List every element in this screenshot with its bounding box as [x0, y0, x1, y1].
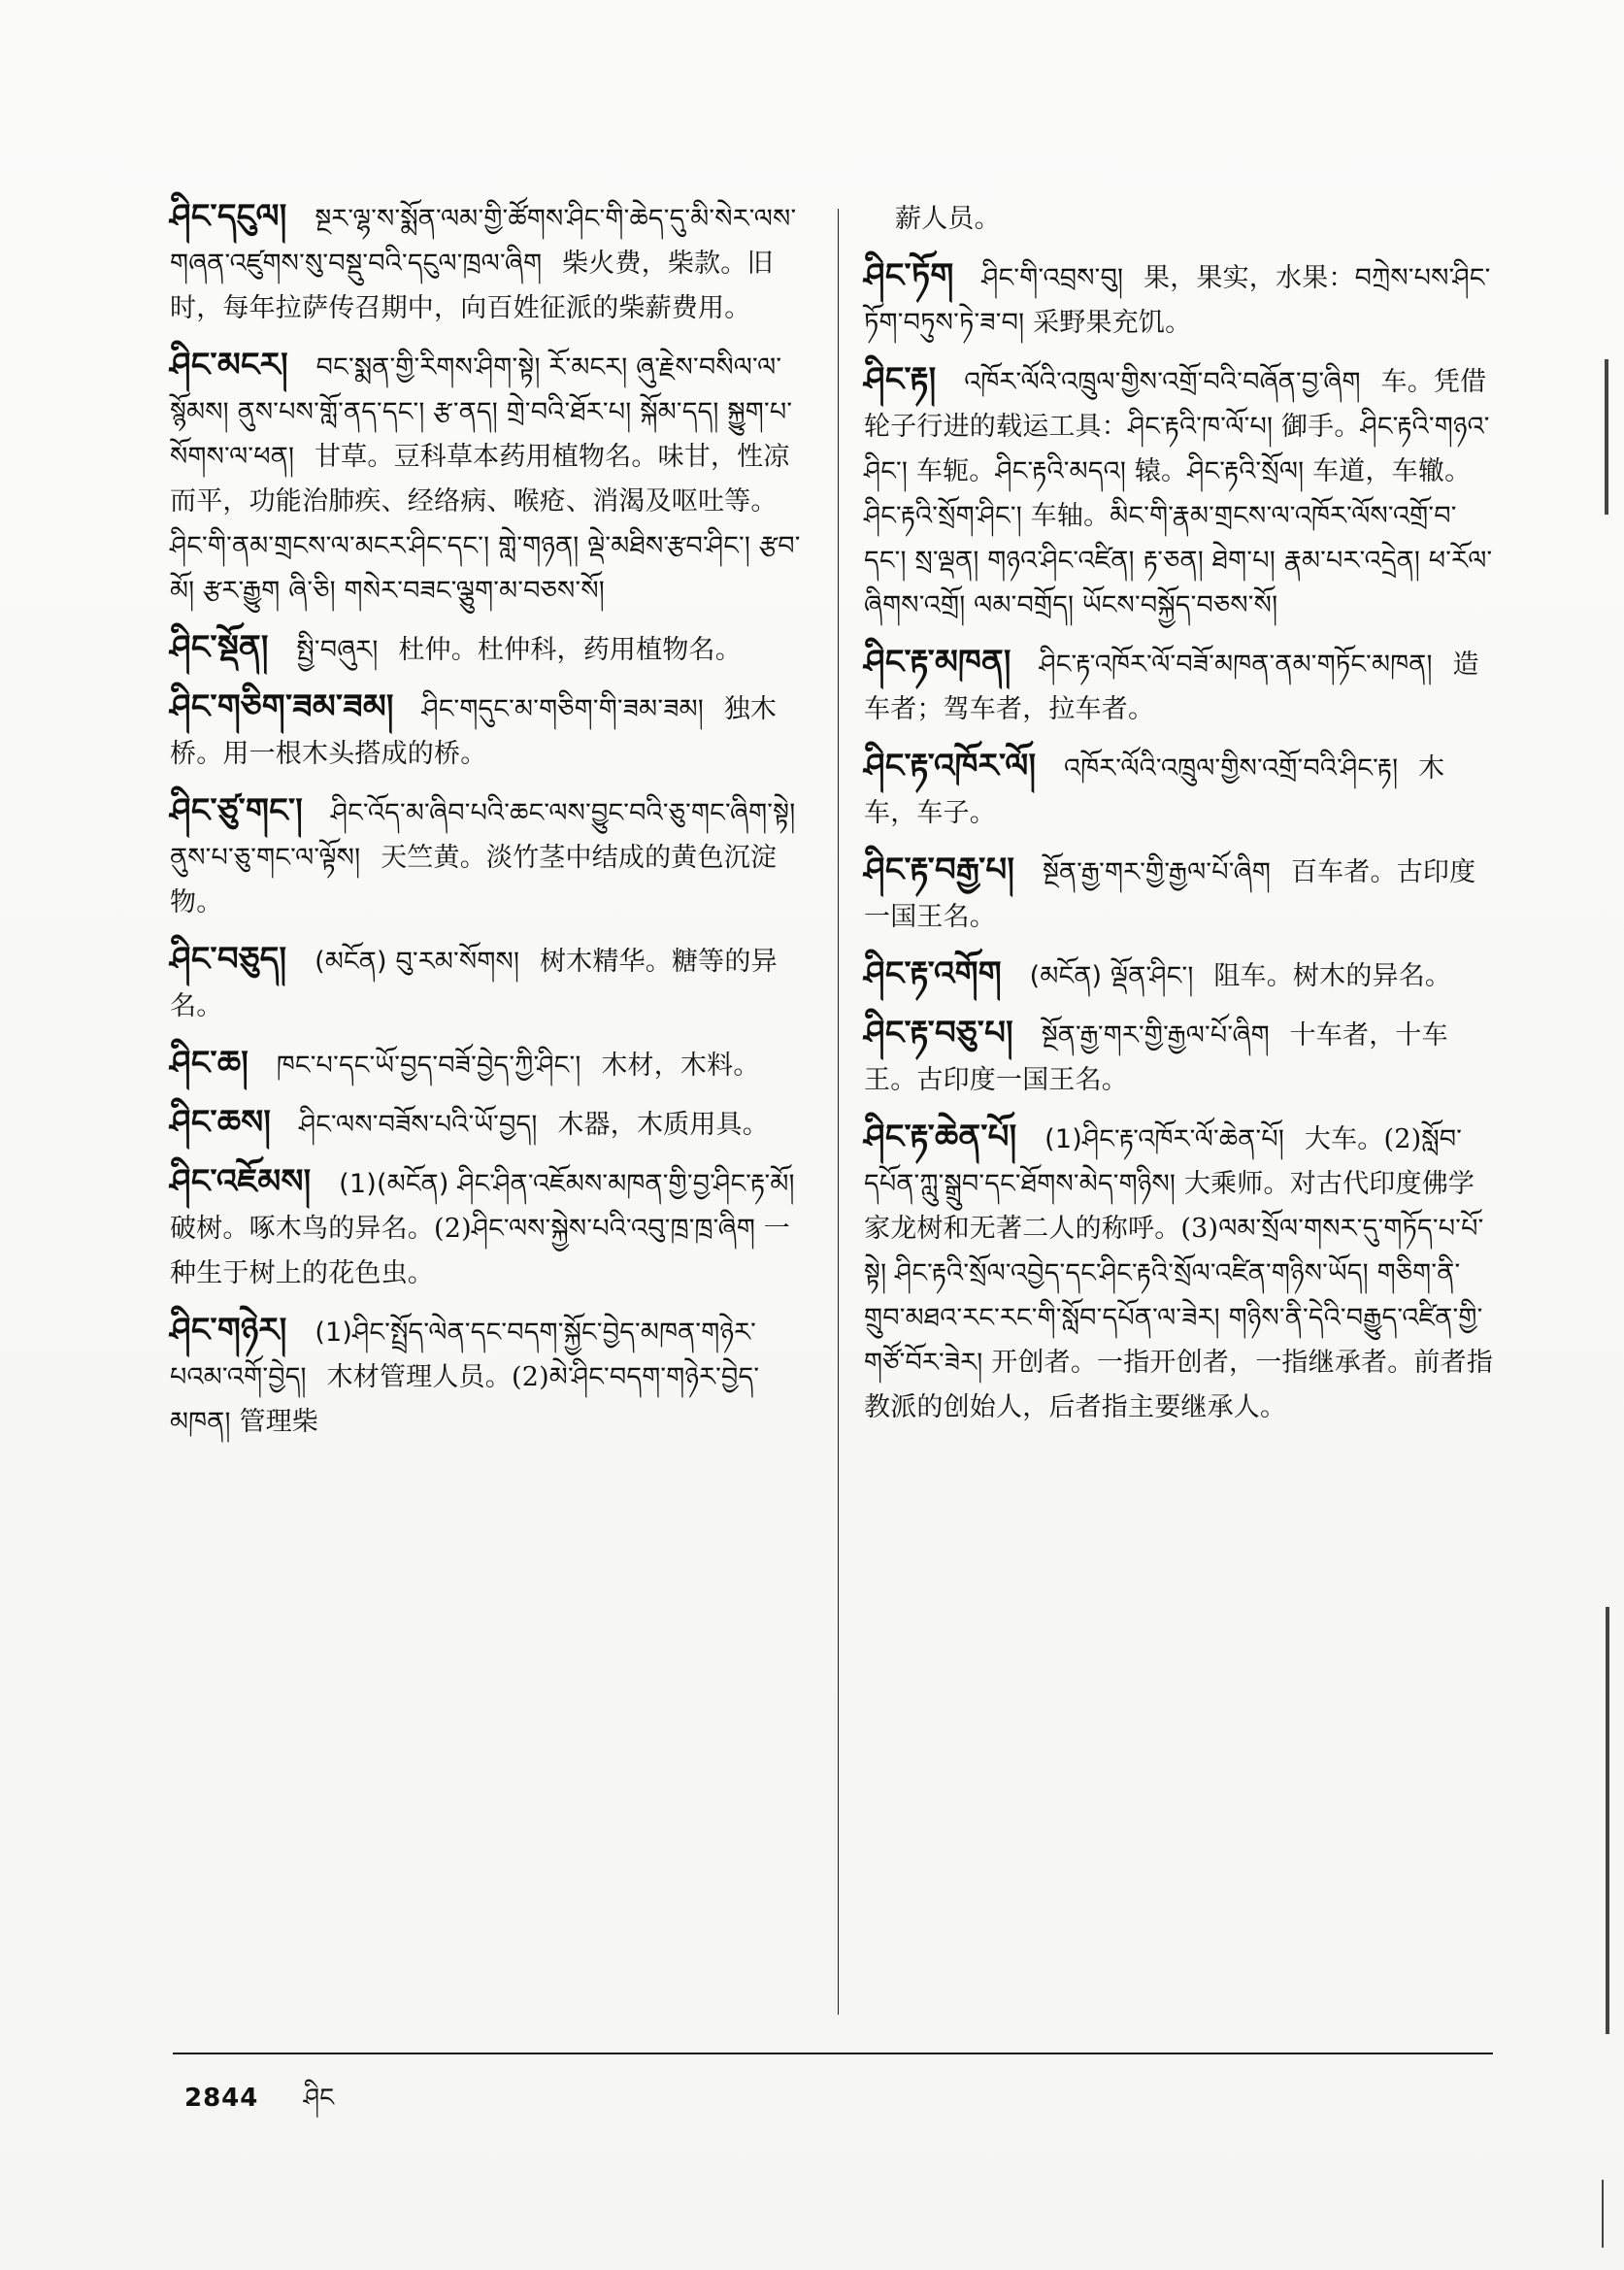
dictionary-entry: [864, 640, 1495, 732]
dictionary-entry: [864, 357, 1495, 628]
tibetan-definition: (1)ཤིང་སྤྲོད་ལེན་དང་བདག་སྐྱོང་བྱེད་མཁན་གཉེར་པའམ་འགོ་བྱེད།: [170, 1318, 756, 1392]
headword: ཤིང་རྟ་བརྒྱ་པ།: [864, 851, 1015, 889]
headword: ཤིང་ཆ།: [170, 1044, 249, 1083]
chinese-definition: 车。凭借轮子行进的载运工具：ཤིང་རྟའི་ཁ་ལོ་པ། 御手。ཤིང་རྟའི་གཉའ་ཤིང་། 车轭。ཤིང་རྟའི་མདའ། 辕。ཤིང་རྟའི་སྲོལ། 车道，车辙。ཤིང་རྟའི་སྲོག་ཤིང་། 车轴。མིང་གི་རྣམ་གྲངས་ལ་འཁོར་ལོས་འགྲོ་བ་དང་། སྲ་ལྡན། གཉའ་ཤིང་འཛིན། རྟ་ཅན། ཐེག་པ། རྣམ་པར་འདྲེན། ཕ་རོལ་ཞིགས་འགྲོ། ལམ་བགྲོད། ཡོངས་བསྐྱོད་བཅས་སོ།: [864, 367, 1493, 620]
headword: ཤིང་གཅིག་ཟམ་ཟམ།: [170, 687, 394, 726]
chinese-definition: 大车。(2)སློབ་དཔོན་ཀླུ་སྒྲུབ་དང་ཐོགས་མེད་གཉིས། 大乘师。对古代印度佛学家龙树和无著二人的称呼。(3)ལམ་སྲོལ་གསར་དུ་གཏོད་པ་པོ་སྟེ། ཤིང་རྟའི་སྲོལ་འབྱེད་དང་ཤིང་རྟའི་སྲོལ་འཛིན་གཉིས་ཡོད། གཅིག་ནི་གྲུབ་མཐའ་རང་རང་གི་སློབ་དཔོན་ལ་ཟེར། གཉིས་ནི་དེའི་བརྒྱུད་འཛིན་གྱི་གཙོ་བོར་ཟེར། 开创者。一指开创者，一指继承者。前者指教派的创始人，后者指主要继承人。: [864, 1124, 1494, 1422]
dictionary-entry: [170, 1308, 811, 1445]
scan-edge-mark: [1605, 359, 1608, 515]
footer-rule: [173, 2053, 1493, 2054]
chinese-definition: 树木精华。糖等的异名。: [170, 947, 778, 1021]
left-column: [170, 194, 811, 1456]
headword: ཤིང་ཏོག: [864, 256, 954, 295]
chinese-definition: 甘草。豆科草本药用植物名。味甘，性凉而平，功能治肺疾、经络病、喉疮、消渴及呕吐等。ཤིང་གི་ནམ་གྲངས་ལ་མངར་ཤིང་དང་། གླེ་གཉན། ལྡེ་མཐིས་རྩབ་ཤིང་། རྩབ་མོ། རྩར་རྒྱུག ཞི་ཅི། གསེར་བཟང་ལྕུག་མ་བཅས་སོ།: [170, 442, 801, 606]
chinese-definition: 独木桥。用一根木头搭成的桥。: [170, 694, 778, 769]
headword: ཤིང་ཆས།: [170, 1103, 272, 1142]
dictionary-entry: [170, 937, 811, 1029]
tibetan-definition: (མངོན) ལྡོན་ཤིང་།: [1029, 961, 1194, 991]
headword: ཤིང་མངར།: [170, 346, 288, 384]
tibetan-definition: ཤིང་ལས་བཟོས་པའི་ཡོ་བྱད།: [298, 1110, 538, 1140]
tibetan-definition: ཁང་པ་དང་ཡོ་བྱད་བཟོ་བྱེད་ཀྱི་ཤིང་།: [276, 1051, 581, 1081]
scan-edge-mark: [1602, 2180, 1604, 2248]
tibetan-definition: སྔོན་རྒྱ་གར་གྱི་རྒྱལ་པོ་ཞིག: [1042, 857, 1272, 887]
chinese-definition: 薪人员。: [895, 204, 1001, 234]
scan-edge-mark: [1606, 1607, 1609, 2034]
page-number: 2844: [184, 2084, 259, 2113]
dictionary-entry: [170, 1100, 811, 1148]
tibetan-definition: འཁོར་ལོའི་འཁྲུལ་གྱིས་འགྲོ་བའི་བཞོན་བྱ་ཞིག: [964, 367, 1361, 397]
chinese-definition: 造车者；驾车者，拉车者。: [864, 650, 1479, 724]
dictionary-entry: [170, 625, 811, 673]
dictionary-entry: [864, 1011, 1495, 1103]
headword: ཤིང་འཇོམས།: [170, 1162, 312, 1201]
chinese-definition: 木器，木质用具。: [557, 1110, 769, 1140]
tibetan-definition: ཤིང་གི་འབྲས་བུ།: [981, 263, 1124, 293]
dictionary-entry: [864, 194, 1495, 242]
headword: ཤིང་རྟ་འགོག: [864, 954, 1002, 993]
headword: ཤིང་རྟ།: [864, 360, 937, 399]
headword: ཤིང་སྡོན།: [170, 628, 269, 667]
dictionary-entry: [170, 684, 811, 777]
dictionary-entry: [864, 951, 1495, 999]
running-headword: ཤིང: [303, 2084, 335, 2113]
tibetan-definition: སྔོན་རྒྱ་གར་གྱི་རྒྱལ་པོ་ཞིག: [1041, 1020, 1270, 1051]
tibetan-definition: (མངོན) བུ་རམ་སོགས།: [315, 947, 520, 977]
dictionary-entry: [864, 253, 1495, 346]
headword: ཤིང་གཉེར།: [170, 1311, 287, 1350]
chinese-definition: 十车者，十车王。古印度一国王名。: [864, 1020, 1448, 1095]
tibetan-definition: ཤིང་རྟ་འཁོར་ལོ་བཟོ་མཁན་ནམ་གཏོང་མཁན།: [1039, 650, 1433, 680]
dictionary-entry: [170, 788, 811, 925]
dictionary-entry: [864, 1115, 1495, 1430]
headword: ཤིང་རྟ་བཅུ་པ།: [864, 1014, 1013, 1052]
tibetan-definition: (1)(མངོན) ཤིང་ཤིན་འཇོམས་མཁན་གྱི་བྱ་ཤིང་རྟ་མོ།: [339, 1169, 795, 1199]
chinese-definition: 木车，车子。: [864, 753, 1445, 828]
dictionary-entry: [170, 194, 811, 331]
chinese-definition: 木材，木料。: [601, 1051, 760, 1081]
dictionary-entry: [864, 744, 1495, 836]
chinese-definition: 破树。啄木鸟的异名。(2)ཤིང་ལས་སྐྱེས་པའི་འབུ་ཁྲ་ཁྲ་ཞིག 一种生于树上的花色虫。: [170, 1214, 791, 1288]
chinese-definition: 杜仲。杜仲科，药用植物名。: [398, 635, 742, 665]
tibetan-definition: ཤིང་གདུང་མ་གཅིག་གི་ཟམ་ཟམ།: [421, 694, 704, 724]
page-footer: [184, 2082, 334, 2115]
headword: ཤིང་རྟ་འཁོར་ལོ།: [864, 747, 1037, 785]
dictionary-entry: [170, 1041, 811, 1088]
tibetan-definition: བང་སྨན་གྱི་རིགས་ཤིག་སྟེ། རོ་མངར། ཞུ་རྗེས་བསིལ་ལ་སྙོམས། ནུས་པས་གློ་ནད་དང་། རྩ་ནད། གྲེ་བའི་ཐོར་པ། སྐོམ་དད། སྐྱུག་པ་སོགས་ལ་ཕན།: [170, 352, 793, 472]
headword: ཤིང་རྟ་ཆེན་པོ།: [864, 1118, 1017, 1156]
chinese-definition: 木材管理人员。(2)མེ་ཤིང་བདག་གཉེར་བྱེད་མཁན། 管理柴: [170, 1362, 760, 1437]
tibetan-definition: སྔར་ལྷ་ས་སྨོན་ལམ་གྱི་ཚོགས་ཤིང་གི་ཆེད་དུ་མི་སེར་ལས་གཞན་འཛུགས་སུ་བསྡུ་བའི་དངུལ་ཁྲལ་ཞིག: [170, 204, 797, 279]
tibetan-definition: ཤིང་འོད་མ་ཞིབ་པའི་ཆང་ལས་བྱུང་བའི་ཅུ་གང་ཞིག་སྟེ། ནུས་པ་ཅུ་གང་ལ་ལྟོས།: [170, 798, 796, 873]
chinese-definition: 果，果实，水果：བཀྲེས་པས་ཤིང་ཏོག་བཏུས་ཏེ་ཟ་བ། 采野果充饥。: [864, 263, 1491, 338]
tibetan-definition: འཁོར་ལོའི་འཁྲུལ་གྱིས་འགྲོ་བའི་ཤིང་རྟ།: [1064, 753, 1399, 784]
dictionary-entry: [864, 848, 1495, 940]
tibetan-definition: (1)ཤིང་རྟ་འཁོར་ལོ་ཆེན་པོ།: [1044, 1124, 1285, 1154]
chinese-definition: 天竺黄。淡竹茎中结成的黄色沉淀物。: [170, 843, 778, 918]
headword: ཤིང་ཙུ་གང་།: [170, 791, 304, 830]
headword: ཤིང་བཅུད།: [170, 940, 287, 979]
column-divider: [838, 209, 839, 2015]
chinese-definition: 柴火费，柴款。旧时，每年拉萨传召期中，向百姓征派的柴薪费用。: [170, 249, 774, 323]
right-column: [864, 194, 1495, 1442]
headword: ཤིང་རྟ་མཁན།: [864, 643, 1011, 682]
chinese-definition: 阻车。树木的异名。: [1213, 961, 1452, 991]
headword: ཤིང་དངུལ།: [170, 197, 287, 236]
dictionary-entry: [170, 343, 811, 614]
tibetan-definition: སྤྱི་བཞུར།: [296, 635, 379, 665]
dictionary-entry: [170, 1159, 811, 1296]
chinese-definition: 百车者。古印度一国王名。: [864, 857, 1476, 932]
